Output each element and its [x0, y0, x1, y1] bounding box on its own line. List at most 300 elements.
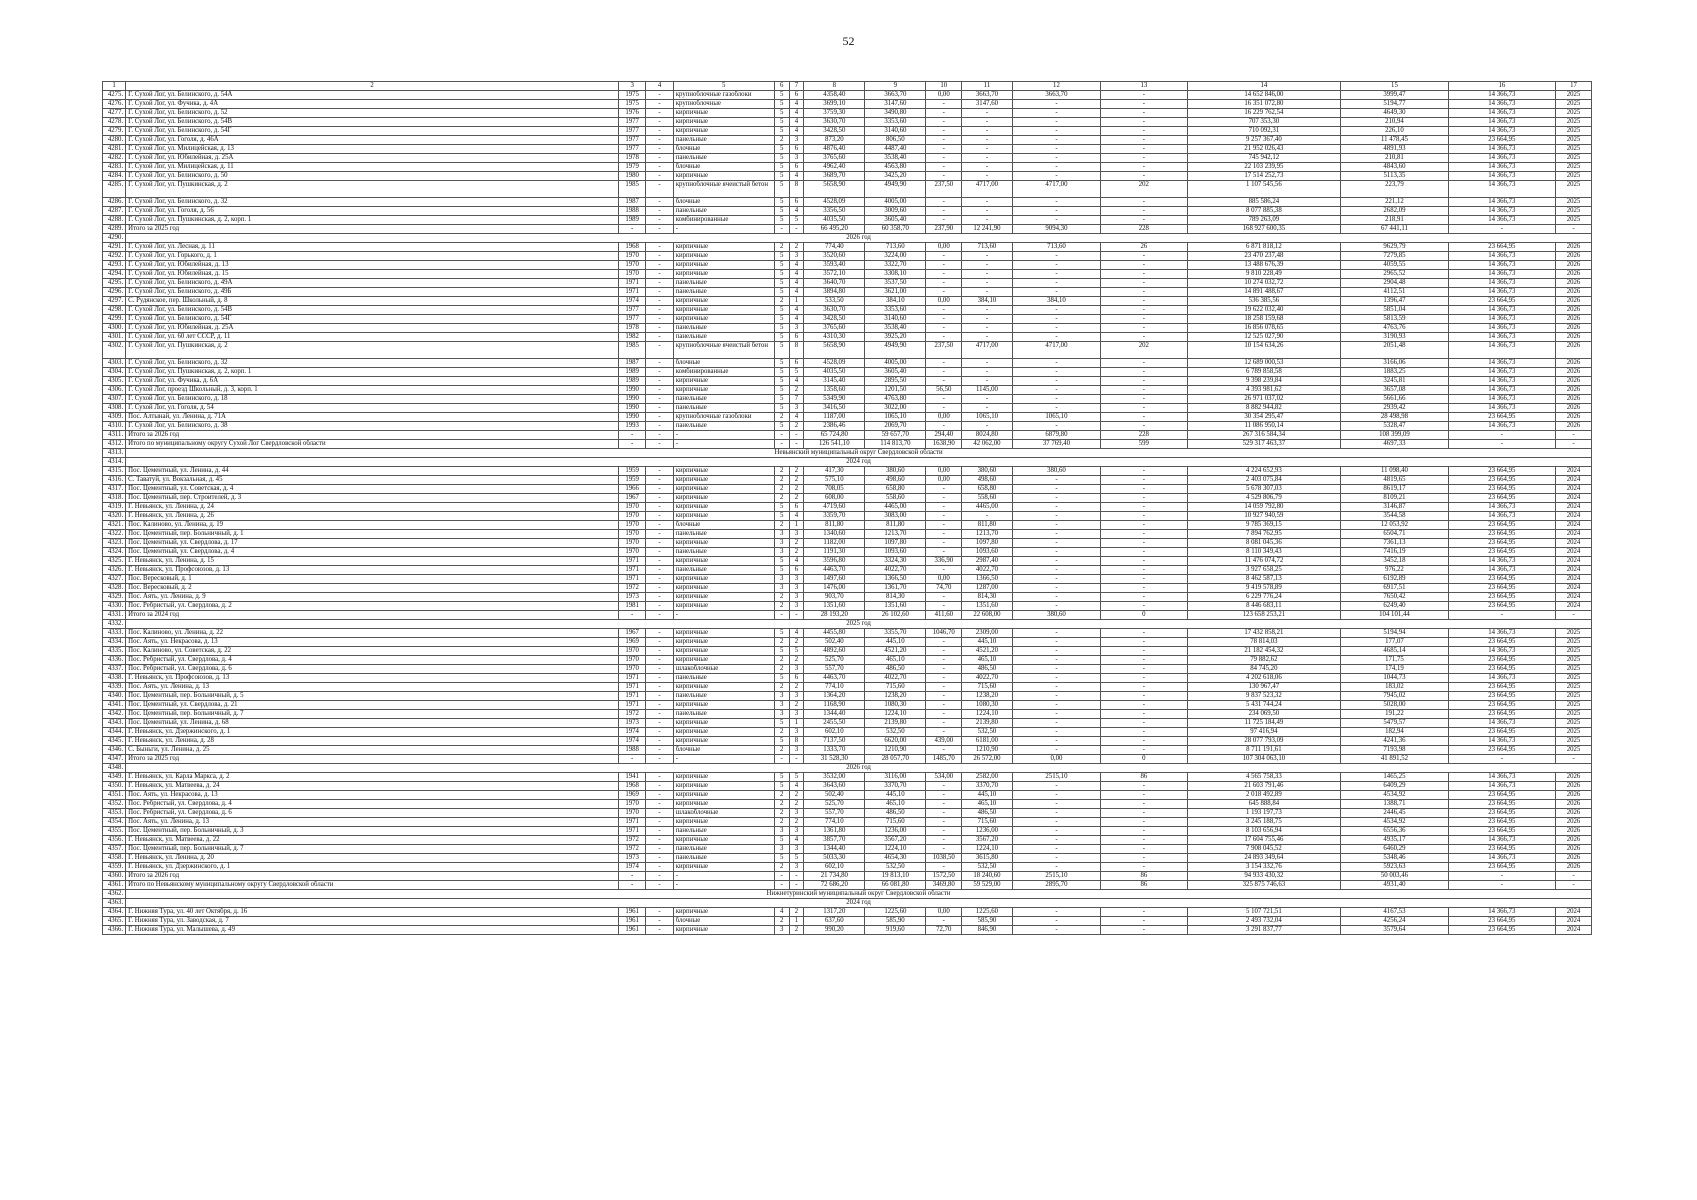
table-cell: - [1012, 809, 1100, 818]
table-cell: 498,60 [962, 476, 1013, 485]
table-cell: - [926, 602, 962, 611]
table-row [103, 172, 1592, 181]
table-cell: 465,10 [865, 656, 926, 665]
row-number: 4277. [103, 109, 126, 118]
table-row [103, 225, 1592, 234]
table-cell: - [1101, 737, 1187, 746]
table-cell: - [1012, 324, 1100, 333]
table-cell: 2025 [1556, 118, 1592, 127]
table-cell: - [926, 377, 962, 386]
table-cell: 2 [774, 818, 789, 827]
table-cell: 2895,70 [1012, 881, 1100, 890]
table-cell: - [962, 261, 1013, 270]
table-cell: - [618, 611, 645, 620]
table-cell: - [646, 530, 673, 539]
table-cell: 21 603 791,46 [1187, 782, 1341, 791]
row-number: 4335. [103, 647, 126, 656]
address-cell: Г. Сухой Лог, ул. Гоголя, д. 46А [126, 136, 619, 145]
table-cell: - [646, 782, 673, 791]
table-cell: - [1012, 728, 1100, 737]
table-cell: - [1012, 279, 1100, 288]
table-cell: - [646, 404, 673, 413]
table-cell: - [646, 279, 673, 288]
table-cell: 1970 [618, 521, 645, 530]
table-cell: 5 [789, 216, 804, 225]
table-cell: 3116,00 [865, 773, 926, 782]
table-cell: 5661,66 [1341, 395, 1448, 404]
table-cell: 2 [789, 818, 804, 827]
table-cell: 26 [1101, 243, 1187, 252]
table-cell: кирпичные [673, 503, 774, 512]
table-row [103, 665, 1592, 674]
table-row [103, 881, 1592, 890]
table-cell: - [1012, 836, 1100, 845]
address-cell: Г. Сухой Лог, ул. Белинского, д. 54В [126, 306, 619, 315]
table-cell: 14 366,73 [1448, 836, 1555, 845]
table-cell: 1969 [618, 791, 645, 800]
table-cell: 4962,40 [804, 163, 865, 172]
table-row [103, 359, 1592, 368]
table-cell: 9094,30 [1012, 225, 1100, 234]
table-cell: 6 [789, 163, 804, 172]
table-cell: - [1012, 629, 1100, 638]
address-cell: Г. Невьянск, ул. Дзержинского, д. 1 [126, 863, 619, 872]
table-cell: кирпичные [673, 377, 774, 386]
table-cell: 1 [789, 297, 804, 306]
table-cell: 5349,90 [804, 395, 865, 404]
table-cell: 28 077 793,09 [1187, 737, 1341, 746]
row-number: 4344. [103, 728, 126, 737]
table-cell: 16 351 072,80 [1187, 100, 1341, 109]
table-cell: 4534,92 [1341, 818, 1448, 827]
table-cell: 2024 [1556, 521, 1592, 530]
table-cell: 814,30 [865, 593, 926, 602]
table-cell: 5 [774, 422, 789, 431]
table-cell: - [1101, 127, 1187, 136]
table-cell: - [926, 494, 962, 503]
address-cell: Г. Сухой Лог, ул. Пушкинская, д. 2 [126, 181, 619, 198]
table-cell: 5 [774, 288, 789, 297]
table-cell: 42 062,00 [962, 440, 1013, 449]
table-cell: 8109,21 [1341, 494, 1448, 503]
table-cell: 325 875 746,63 [1187, 881, 1341, 890]
table-cell: - [646, 521, 673, 530]
column-number-header: 5 [673, 82, 774, 91]
table-cell: 2 [789, 467, 804, 476]
table-cell: - [774, 440, 789, 449]
table-cell: 3 [789, 575, 804, 584]
table-cell: 3 154 332,76 [1187, 863, 1341, 872]
table-cell: 5 [774, 172, 789, 181]
table-cell: 2 [789, 494, 804, 503]
table-cell: - [673, 872, 774, 881]
table-cell: 3308,10 [865, 270, 926, 279]
table-cell: 7650,42 [1341, 593, 1448, 602]
table-cell: - [646, 539, 673, 548]
column-number-header: 14 [1187, 82, 1341, 91]
table-row [103, 136, 1592, 145]
table-cell: - [618, 225, 645, 234]
table-cell: - [1012, 512, 1100, 521]
table-cell: 7 908 045,52 [1187, 845, 1341, 854]
table-cell: 3428,50 [804, 315, 865, 324]
address-cell: Итого за 2025 год [126, 225, 619, 234]
table-cell: - [646, 908, 673, 917]
table-cell: 5 [774, 109, 789, 118]
column-number-header: 7 [789, 82, 804, 91]
table-cell: 23 470 237,48 [1187, 252, 1341, 261]
address-cell: Пос. Цементный, ул. Свердлова, д. 21 [126, 701, 619, 710]
table-cell: 3190,93 [1341, 333, 1448, 342]
table-cell: 2 [774, 683, 789, 692]
table-cell: 6620,00 [865, 737, 926, 746]
table-cell: - [926, 638, 962, 647]
table-cell: 1993 [618, 422, 645, 431]
table-cell: - [926, 530, 962, 539]
row-number: 4311. [103, 431, 126, 440]
table-cell: 0,00 [926, 476, 962, 485]
table-cell: 84 745,20 [1187, 665, 1341, 674]
table-cell: 525,70 [804, 656, 865, 665]
table-cell: 2026 [1556, 279, 1592, 288]
table-cell: 2025 [1556, 109, 1592, 118]
table-cell: - [1101, 701, 1187, 710]
table-cell: 23 664,95 [1448, 710, 1555, 719]
table-cell: - [1012, 593, 1100, 602]
table-cell: - [646, 647, 673, 656]
table-row [103, 809, 1592, 818]
table-cell: - [1556, 431, 1592, 440]
table-cell: 14 366,73 [1448, 503, 1555, 512]
table-cell: 14 366,73 [1448, 109, 1555, 118]
table-cell: 903,70 [804, 593, 865, 602]
table-cell: 2025 [1556, 728, 1592, 737]
table-cell: - [646, 638, 673, 647]
table-cell: - [1012, 333, 1100, 342]
table-cell: 4685,14 [1341, 647, 1448, 656]
table-cell: 3356,50 [804, 207, 865, 216]
column-number-header: 12 [1012, 82, 1100, 91]
table-cell: - [646, 656, 673, 665]
table-cell: - [926, 136, 962, 145]
row-number: 4354. [103, 818, 126, 827]
table-cell: 2026 [1556, 413, 1592, 422]
table-cell: 4241,36 [1341, 737, 1448, 746]
table-cell: - [1012, 530, 1100, 539]
table-cell: кирпичные [673, 647, 774, 656]
table-cell: - [673, 440, 774, 449]
table-cell: 2025 [1556, 127, 1592, 136]
table-cell: 1465,25 [1341, 773, 1448, 782]
table-row [103, 315, 1592, 324]
table-cell: 5 [774, 629, 789, 638]
table-cell: 11 476 074,72 [1187, 557, 1341, 566]
table-cell: - [1101, 854, 1187, 863]
table-cell: 3 [789, 863, 804, 872]
address-cell: Пос. Цементный, ул. Свердлова, д. 17 [126, 539, 619, 548]
table-cell: 2 [774, 593, 789, 602]
table-cell: 2026 [1556, 368, 1592, 377]
table-cell: 2515,10 [1012, 773, 1100, 782]
table-cell: 5 [774, 216, 789, 225]
table-cell: 14 366,73 [1448, 737, 1555, 746]
address-cell: Г. Сухой Лог, ул. Белинского, д. 54В [126, 118, 619, 127]
table-row [103, 917, 1592, 926]
table-cell: 221,12 [1341, 198, 1448, 207]
table-cell: - [926, 270, 962, 279]
row-number: 4346. [103, 746, 126, 755]
row-number: 4284. [103, 172, 126, 181]
table-cell: - [962, 324, 1013, 333]
table-row [103, 638, 1592, 647]
table-cell: 713,60 [865, 243, 926, 252]
section-row [103, 234, 1592, 243]
table-cell: 14 366,73 [1448, 127, 1555, 136]
table-cell: 2051,48 [1341, 342, 1448, 359]
table-cell: 1093,60 [962, 548, 1013, 557]
table-cell: 4935,17 [1341, 836, 1448, 845]
table-cell: 1967 [618, 629, 645, 638]
table-cell: - [1556, 225, 1592, 234]
table-cell: 1966 [618, 485, 645, 494]
table-cell: 557,70 [804, 809, 865, 818]
table-cell: 14 366,73 [1448, 306, 1555, 315]
table-cell: 23 664,95 [1448, 701, 1555, 710]
table-cell: 1970 [618, 548, 645, 557]
table-cell: блочные [673, 917, 774, 926]
table-cell: - [646, 109, 673, 118]
table-cell: кирпичные [673, 485, 774, 494]
table-cell: 1972 [618, 836, 645, 845]
table-cell: - [646, 719, 673, 728]
table-cell: 2025 [1556, 692, 1592, 701]
row-number: 4317. [103, 485, 126, 494]
table-cell: - [673, 881, 774, 890]
table-cell: 2025 [1556, 746, 1592, 755]
address-cell: Пос. Цементный, ул. Ленина, д. 44 [126, 467, 619, 476]
table-cell: - [926, 665, 962, 674]
table-cell: 4022,70 [962, 566, 1013, 575]
table-cell: - [1012, 674, 1100, 683]
table-cell: - [646, 737, 673, 746]
table-cell: 2 [789, 701, 804, 710]
table-cell: 14 366,73 [1448, 629, 1555, 638]
table-cell: - [926, 485, 962, 494]
table-cell: - [1012, 827, 1100, 836]
table-cell: 74,70 [926, 584, 962, 593]
table-cell: 3605,40 [865, 368, 926, 377]
table-cell: - [926, 279, 962, 288]
table-cell: - [926, 359, 962, 368]
table-cell: 5 [774, 674, 789, 683]
table-cell: 4059,55 [1341, 261, 1448, 270]
table-cell: 3 [789, 154, 804, 163]
address-cell: Г. Сухой Лог, ул. Юбилейная, д. 25А [126, 324, 619, 333]
table-cell: 3166,06 [1341, 359, 1448, 368]
address-cell: Пос. Аять, ул. Ленина, д. 13 [126, 683, 619, 692]
table-cell: - [1012, 602, 1100, 611]
table-cell: 2 [774, 467, 789, 476]
table-cell: 2025 [1556, 683, 1592, 692]
table-cell: 1970 [618, 539, 645, 548]
table-cell: 1970 [618, 665, 645, 674]
table-cell: 23 664,95 [1448, 584, 1555, 593]
table-cell: 1971 [618, 818, 645, 827]
table-cell: 3538,40 [865, 324, 926, 333]
table-cell: 715,60 [865, 818, 926, 827]
table-cell: - [646, 225, 673, 234]
table-cell: 4035,50 [804, 216, 865, 225]
table-cell: 1985 [618, 181, 645, 198]
table-cell: 2 493 732,04 [1187, 917, 1341, 926]
table-cell: - [962, 154, 1013, 163]
table-cell: - [1556, 872, 1592, 881]
table-cell: 234 069,50 [1187, 710, 1341, 719]
table-cell: 2025 [1556, 656, 1592, 665]
table-cell: - [926, 127, 962, 136]
housing-registry-table [102, 81, 1592, 935]
table-cell: 2 [774, 485, 789, 494]
table-cell: - [1012, 100, 1100, 109]
table-cell: 2 [789, 683, 804, 692]
table-cell: кирпичные [673, 109, 774, 118]
table-cell: - [646, 154, 673, 163]
address-cell: Итого за 2024 год [126, 611, 619, 620]
table-cell: 14 366,73 [1448, 288, 1555, 297]
table-cell: 4891,93 [1341, 145, 1448, 154]
table-cell: 2024 [1556, 917, 1592, 926]
table-cell: 4 529 806,79 [1187, 494, 1341, 503]
table-cell: - [789, 611, 804, 620]
address-cell: Итого за 2026 год [126, 872, 619, 881]
table-cell: кирпичные [673, 476, 774, 485]
address-cell: Г. Невьянск, ул. Ленина, д. 20 [126, 854, 619, 863]
table-cell: - [926, 710, 962, 719]
table-cell: - [646, 270, 673, 279]
table-cell: 2 [789, 548, 804, 557]
table-cell: 2026 [1556, 342, 1592, 359]
table-cell: 789 263,09 [1187, 216, 1341, 225]
row-number: 4308. [103, 404, 126, 413]
table-cell: - [1101, 557, 1187, 566]
table-cell: 4358,40 [804, 91, 865, 100]
table-cell: - [646, 836, 673, 845]
table-cell: 445,10 [865, 638, 926, 647]
table-cell: 2939,42 [1341, 404, 1448, 413]
table-cell: 9 837 523,32 [1187, 692, 1341, 701]
table-row [103, 845, 1592, 854]
table-cell: 5 [774, 342, 789, 359]
table-cell: 2026 [1556, 782, 1592, 791]
row-number: 4290. [103, 234, 126, 243]
table-cell: 23 664,95 [1448, 800, 1555, 809]
table-cell: - [646, 728, 673, 737]
table-cell: 3765,60 [804, 324, 865, 333]
table-cell: - [1012, 656, 1100, 665]
address-cell: Г. Невьянск, ул. Ленина, д. 26 [126, 512, 619, 521]
table-cell: кирпичные [673, 701, 774, 710]
table-cell: 6 [789, 145, 804, 154]
table-cell: 23 664,95 [1448, 827, 1555, 836]
table-cell: 1340,60 [804, 530, 865, 539]
section-title: 2026 год [126, 764, 1592, 773]
table-cell: 3579,64 [1341, 926, 1448, 935]
table-cell: 1168,90 [804, 701, 865, 710]
table-cell: - [1101, 827, 1187, 836]
address-cell: Г. Сухой Лог, ул. Фучика, д. 6А [126, 377, 619, 386]
table-cell: кирпичные [673, 270, 774, 279]
table-cell: - [646, 872, 673, 881]
table-cell: 23 664,95 [1448, 926, 1555, 935]
table-cell: 14 366,73 [1448, 324, 1555, 333]
table-cell: - [1101, 809, 1187, 818]
table-cell: - [646, 485, 673, 494]
table-cell: - [1101, 413, 1187, 422]
row-number: 4288. [103, 216, 126, 225]
table-cell: 1988 [618, 746, 645, 755]
table-cell: - [1556, 755, 1592, 764]
table-cell: 2139,80 [865, 719, 926, 728]
table-cell: 3 [774, 926, 789, 935]
table-cell: 3572,10 [804, 270, 865, 279]
table-cell: панельные [673, 333, 774, 342]
table-cell: 4 [774, 908, 789, 917]
table-cell: 23 664,95 [1448, 683, 1555, 692]
table-cell: - [1101, 198, 1187, 207]
table-cell: - [1012, 584, 1100, 593]
table-cell: - [1012, 404, 1100, 413]
row-number: 4359. [103, 863, 126, 872]
table-cell: 3657,08 [1341, 386, 1448, 395]
column-number-header: 4 [646, 82, 673, 91]
table-cell: 66 495,20 [804, 225, 865, 234]
table-row [103, 279, 1592, 288]
table-cell: 3322,70 [865, 261, 926, 270]
table-cell: 1959 [618, 467, 645, 476]
table-cell: - [646, 917, 673, 926]
table-cell: - [646, 431, 673, 440]
row-number: 4341. [103, 701, 126, 710]
table-cell: 14 366,73 [1448, 198, 1555, 207]
table-cell: 2024 [1556, 557, 1592, 566]
table-cell: 2026 [1556, 306, 1592, 315]
table-cell: - [926, 306, 962, 315]
table-cell: 6879,80 [1012, 431, 1100, 440]
table-cell: - [774, 755, 789, 764]
table-cell: - [1101, 917, 1187, 926]
table-cell: - [962, 395, 1013, 404]
table-cell: 1097,80 [962, 539, 1013, 548]
table-cell: - [1101, 818, 1187, 827]
table-cell: 5 [774, 127, 789, 136]
table-cell: - [646, 100, 673, 109]
table-row [103, 710, 1592, 719]
table-row [103, 593, 1592, 602]
table-cell: 65 724,80 [804, 431, 865, 440]
table-cell: 14 366,73 [1448, 566, 1555, 575]
table-cell: - [1012, 791, 1100, 800]
row-number: 4351. [103, 791, 126, 800]
table-cell: - [1012, 118, 1100, 127]
table-cell: 486,50 [865, 665, 926, 674]
table-cell: 1080,30 [962, 701, 1013, 710]
table-cell: кирпичные [673, 297, 774, 306]
table-cell: - [926, 593, 962, 602]
table-cell: 5 [789, 647, 804, 656]
table-cell: 2024 [1556, 512, 1592, 521]
table-cell: - [926, 782, 962, 791]
table-cell: 1038,50 [926, 854, 962, 863]
